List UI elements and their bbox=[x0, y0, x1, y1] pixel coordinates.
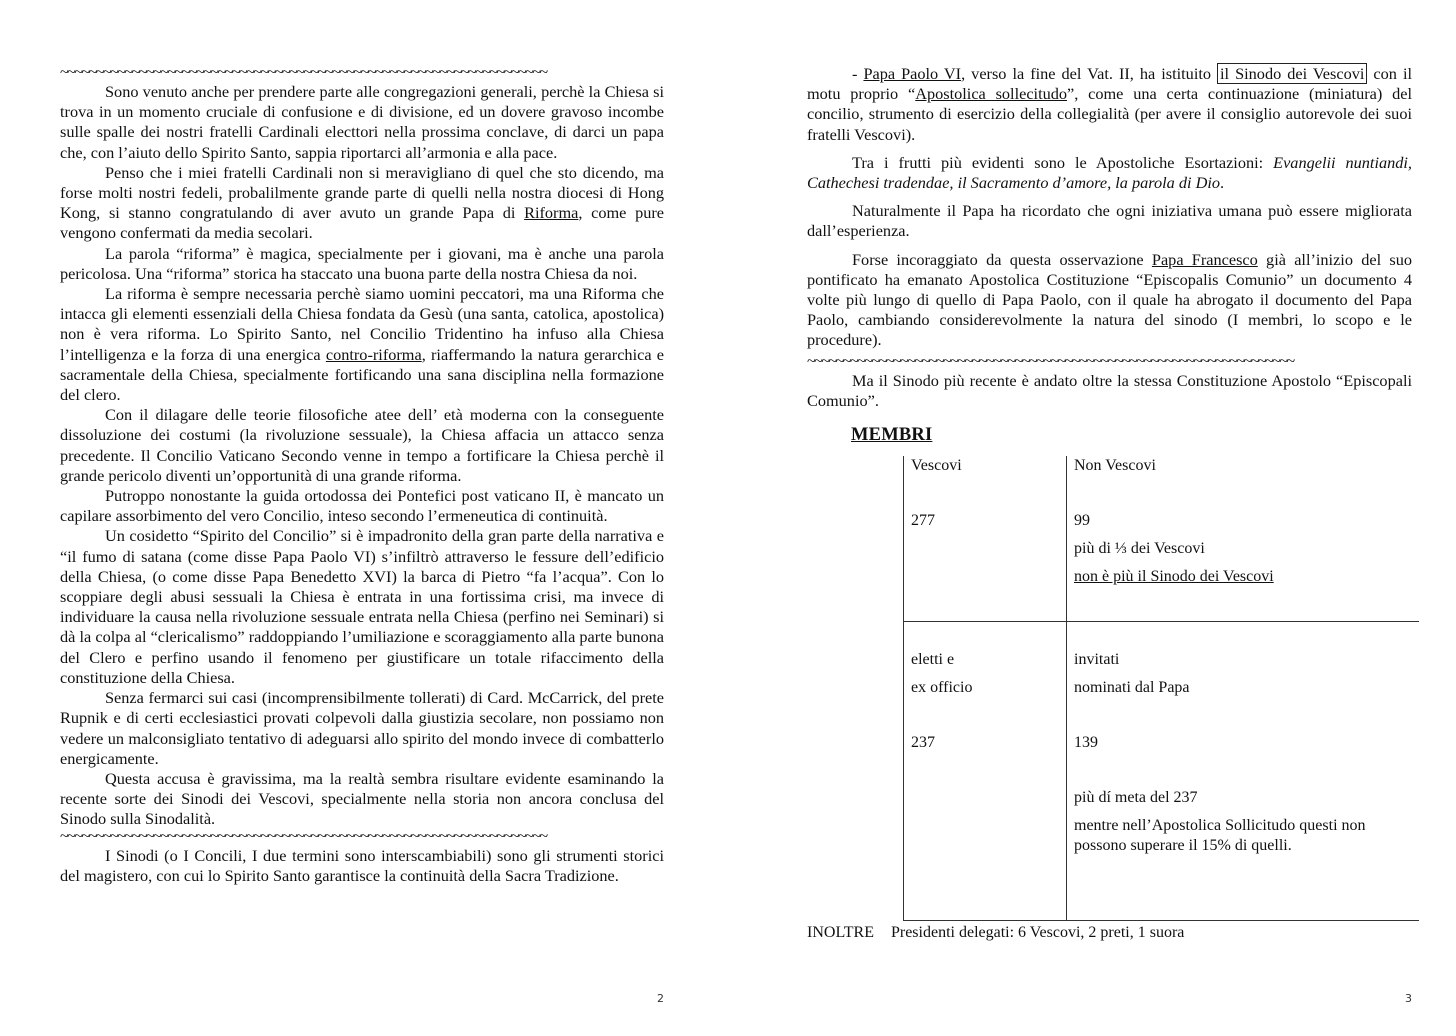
table-cell: Non Vescovi 99 più di ⅓ dei Vescovi non è più il Sinodo dei Vescovi bbox=[1067, 456, 1420, 622]
paragraph: - Papa Paolo VI, verso la fine del Vat. II, ha istituito il Sinodo dei Vescovi con il motu proprio “Apostolica sollecitudo”, come una certa continuazione (miniatura) del concilio, strumento di esercizio della collegialità (per avere il consiglio autorevole dei suoi fratelli Vescovi). bbox=[807, 64, 1412, 144]
inoltre-label: INOLTRE bbox=[807, 924, 874, 941]
page-number: 2 bbox=[657, 992, 664, 1005]
underlined-term: Riforma bbox=[524, 203, 579, 223]
paragraph: Senza fermarci sui casi (incomprensibilmente tollerati) di Card. McCarrick, del prete Rupnik e di certi ecclesiastici provati colpevoli dalla giustizia secolare, non possiamo non vedere un malconsigliato tentativo di adeguarsi allo spirito del mondo invece di combatterlo energicamente. bbox=[60, 688, 664, 768]
table-row bbox=[904, 456, 1420, 622]
paragraph: La riforma è sempre necessaria perchè siamo uomini peccatori, ma una Riforma che intacca gli elementi essenziali della Chiesa fondata da Gesù (una santa, catolica, apostolica) non è vera riforma. Lo Spirito Santo, nel Concilio Tridentino ha infuso alla Chiesa l’intelligenza e la forza di una energica contro-riforma, riaffermando la natura gerarchica e sacramentale della Chiesa, specialmente fortificando una sana disciplina nella formazione del clero. bbox=[60, 284, 664, 405]
right-column bbox=[807, 64, 1412, 445]
italic-titles: Evangelii nuntiandi, Cathechesi tradendae, il Sacramento d’amore, la parola di Dio bbox=[807, 152, 1412, 193]
paragraph: Penso che i miei fratelli Cardinali non si meravigliano di quel che sto dicendo, ma forse molti nostri fedeli, probalilmente grande parte di quelli nella nostra diocesi di Hong Kong, si stanno congratulando di aver avuto un grande Papa di Riforma, come pure vengono confermati da media secolari. bbox=[60, 162, 664, 243]
table-cell: eletti e ex officio 237 bbox=[904, 622, 1067, 921]
paragraph: La parola “riforma” è magica, specialmente per i giovani, ma è anche una parola pericolosa. Una “riforma” storica ha staccato una buona parte della nostra Chiesa da noi. bbox=[60, 243, 664, 283]
separator: ~~~~~~~~~~~~~~~~~~~~~~~~~~~~~~~~~~~~~~~~~~~~~~~~~~~~~~~~~~~~~~~~~~~~ bbox=[60, 829, 547, 845]
page-number: 3 bbox=[1405, 992, 1412, 1005]
paragraph: Forse incoraggiato da questa osservazione Papa Francesco già all’inizio del suo pontificato ha emanato Apostolica Costituzione “Episcopalis Comunio” un documento 4 volte più lungo di quello di Papa Paolo, con il quale ha abrogato il documento del Papa Paolo, cambiando considerevolmente la natura del sinodo (I membri, lo scopo e le procedure). bbox=[807, 249, 1412, 350]
separator: ~~~~~~~~~~~~~~~~~~~~~~~~~~~~~~~~~~~~~~~~~~~~~~~~~~~~~~~~~~~~~~~~~~~~ bbox=[60, 66, 547, 81]
underlined-term: contro-riforma bbox=[325, 344, 422, 364]
paragraph: Naturalmente il Papa ha ricordato che ogni iniziativa umana può essere migliorata dall’esperienza. bbox=[807, 201, 1412, 241]
underlined-term: Papa Paolo VI bbox=[863, 64, 962, 83]
inoltre-text: Presidenti delegati: 6 Vescovi, 2 preti, 1 suora bbox=[890, 924, 1185, 941]
paragraph: Sono venuto anche per prendere parte alle congregazioni generali, perchè la Chiesa si trova in un momento cruciale di confusione e di divisione, ed un dovere gravoso incombe sulle spalle dei nostri fratelli Cardinali electtori nella prossima conclave, di darci un papa che, con l’aiuto dello Spirito Santo, sappia riportarci all’armonia e alla pace. bbox=[60, 82, 664, 162]
paragraph: Ma il Sinodo più recente è andato oltre la stessa Constituzione Apostolo “Episcopali Comunio”. bbox=[807, 370, 1412, 410]
inoltre-line bbox=[807, 924, 1184, 942]
boxed-term: il Sinodo dei Vescovi bbox=[1217, 63, 1367, 84]
table-cell: Vescovi 277 bbox=[904, 456, 1067, 622]
separator: ~~~~~~~~~~~~~~~~~~~~~~~~~~~~~~~~~~~~~~~~~~~~~~~~~~~~~~~~~~~~~~~~~~~~ bbox=[807, 354, 1294, 370]
table-cell: invitati nominati dal Papa 139 più dí meta del 237 mentre nell’Apostolica Sollicitudo questi non possono superare il 15% di quelli. bbox=[1067, 622, 1420, 921]
underlined-term: Apostolica sollecitudo bbox=[915, 84, 1068, 104]
table-row bbox=[904, 622, 1420, 921]
paragraph: Tra i frutti più evidenti sono le Apostoliche Esortazioni: Evangelii nuntiandi, Cathechesi tradendae, il Sacramento d’amore, la parola di Dio. bbox=[807, 152, 1412, 193]
paragraph: Putroppo nonostante la guida ortodossa dei Pontefici post vaticano II, è mancato un capilare assorbimento del vero Concilio, inteso secondo l’ermeneutica di continuità. bbox=[60, 486, 664, 526]
underlined-term: Papa Francesco bbox=[1151, 249, 1258, 269]
section-title: MEMBRI bbox=[851, 425, 933, 446]
paragraph: I Sinodi (o I Concili, I due termini sono interscambiabili) sono gli strumenti storici del magistero, con cui lo Spirito Santo garantisce la continuità della Sacra Tradizione. bbox=[60, 845, 664, 885]
paragraph: Un cosidetto “Spirito del Concilio” si è impadronito della gran parte della narrativa e “il fumo di satana (come disse Papa Paolo VI) s’infiltrò attraverso le fessure dell’edificio della Chiesa, (o come disse Papa Benedetto XVI) la barca di Pietro “fa l’acqua”. Con lo scoppiare degli abusi sessuali la Chiesa è entrata in una fortissima crisi, ma invece di individuare la causa nella rivoluzione sessuale entrata nella Chiesa (perfino nei Seminari) si dà la colpa al “clericalismo” raddoppiando l’umiliazione e scoraggiamento alla parte bunona del Clero e perfino usando il fenomeno per giustificare un totale rifaccimento della constituzione della Chiesa. bbox=[60, 526, 664, 687]
paragraph: Questa accusa è gravissima, ma la realtà sembra risultare evidente esaminando la recente sorte dei Sinodi dei Vescovi, specialmente nella storia non ancora conclusa del Sinodo sulla Sinodalità. bbox=[60, 768, 664, 829]
paragraph: Con il dilagare delle teorie filosofiche atee dell’ età moderna con la conseguente dissoluzione dei costumi (la rivoluzione sessuale), la Chiesa affacia un attacco senza precedente. Il Concilio Vaticano Secondo venne in tempo a fortificare la Chiesa perchè il grande pericolo diventi un’opportunità di una grande riforma. bbox=[60, 405, 664, 485]
left-column bbox=[60, 66, 664, 886]
membri-table bbox=[903, 456, 1419, 921]
